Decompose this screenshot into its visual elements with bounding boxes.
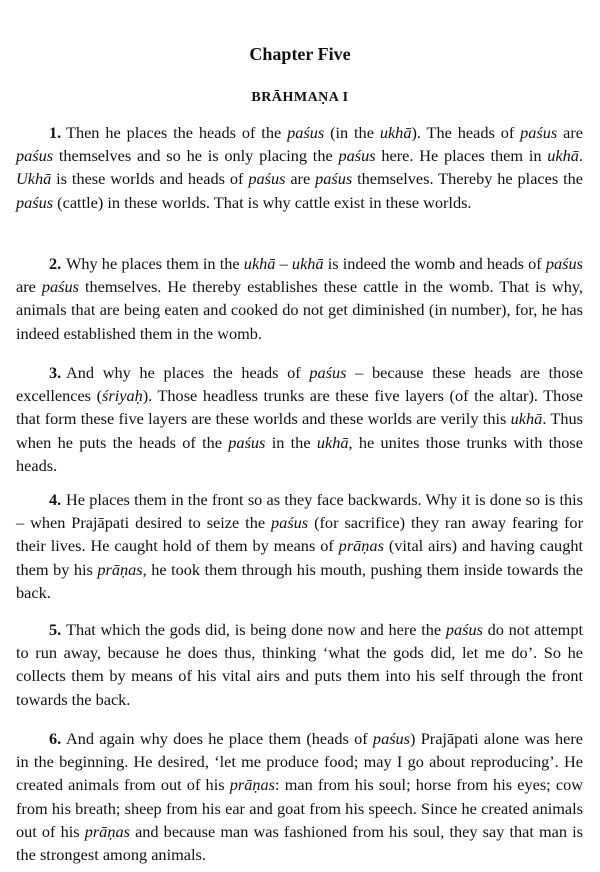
italic-term: śriyaḥ — [102, 386, 143, 406]
italic-term: paśus — [16, 192, 54, 212]
paragraph-3 — [16, 361, 583, 477]
italic-term: ukhā — [243, 254, 276, 273]
italic-term: prāṇas — [84, 821, 130, 841]
chapter-title: Chapter Five — [249, 44, 351, 64]
text-segment: ). The heads of — [411, 123, 521, 142]
text-segment: ) Prajāpati alone was here in the beginning. He desired, ‘let me produce food; may I go about reproducing’. He created animals from out of his — [16, 729, 583, 795]
text-segment: – because these heads are those excellences ( — [16, 363, 583, 406]
text-segment: themselves. He thereby establishes these cattle in the womb. That is why, animals that are being eaten and cooked do not get diminished (in number), for, he has indeed established them in the womb. — [16, 277, 583, 343]
text-segment: is indeed the womb and heads of — [323, 254, 546, 273]
italic-term: prāṇas — [97, 559, 143, 579]
text-segment: themselves. Thereby he places the — [352, 169, 584, 189]
italic-term: paśus — [228, 432, 266, 452]
text-segment: – — [275, 254, 292, 273]
text-segment: themselves and so he is only placing the — [53, 146, 339, 166]
italic-term: paśus — [545, 254, 583, 273]
text-segment: ). Those headless trunks are these five layers (of the altar). Those that form these five layers are these worlds and these worlds are verily this — [16, 386, 584, 429]
italic-term: paśus — [520, 123, 558, 142]
italic-term: paśus — [372, 729, 411, 748]
text-segment: He places them in the front so as they face backwards. Why it is done so is this – when Prajāpati desired to seize the — [16, 490, 583, 533]
text-segment: and because man was fashioned from his soul, they say that man is the strongest among animals. — [16, 821, 583, 865]
italic-term: paśus — [41, 277, 79, 297]
section-title: BRĀHMAṆA I — [251, 90, 349, 105]
text-segment: And again why does he place them (heads of — [66, 729, 373, 748]
text-segment: are — [285, 169, 316, 189]
paragraph-number: 2. — [49, 254, 62, 273]
italic-term: prāṇas — [229, 775, 275, 795]
paragraph-number: 1. — [49, 123, 62, 142]
text-segment: are — [557, 123, 584, 142]
text-segment: : man from his soul; horse from his eyes; cow from his breath; sheep from his ear and goat from his speech. Since he created animals out of his — [16, 775, 583, 841]
italic-term: ukhā — [379, 123, 412, 142]
italic-term: paśus — [445, 620, 483, 639]
paragraph-2 — [16, 252, 583, 345]
text-segment: . — [578, 146, 583, 166]
text-segment: in the — [265, 432, 317, 452]
paragraph-1 — [16, 121, 583, 214]
italic-term: prāṇas — [338, 536, 384, 556]
paragraph-6 — [16, 727, 583, 866]
italic-term: ukhā — [547, 146, 579, 166]
italic-term: paśus — [248, 169, 286, 189]
text-segment: (for sacrifice) they ran away fearing for their lives. He caught hold of them by means of — [16, 513, 583, 556]
text-segment: , he unites those trunks with those heads. — [16, 432, 583, 475]
text-segment: , he took them through his mouth, pushing them inside towards the back. — [16, 559, 584, 602]
text-segment: are — [16, 277, 42, 297]
italic-term: ukhā — [510, 409, 543, 429]
paragraph-number: 5. — [49, 620, 62, 639]
italic-term: paśus — [315, 169, 353, 189]
text-segment: And why he places the heads of — [66, 363, 310, 382]
italic-term: ukhā — [316, 432, 349, 452]
paragraph-number: 6. — [49, 729, 62, 748]
text-segment: do not attempt to run away, because he does thus, thinking ‘what the gods did, let me do’. So he collects them by means of his vital airs and puts them into his self through the front towards the back. — [16, 620, 584, 709]
text-segment: Then he places the heads of the — [66, 123, 288, 142]
paragraph-number: 4. — [49, 490, 62, 509]
paragraph-5 — [16, 618, 583, 711]
text-segment: (cattle) in these worlds. That is why cattle exist in these worlds. — [53, 192, 472, 212]
italic-term: paśus — [309, 363, 347, 382]
italic-term: paśus — [16, 146, 54, 166]
paragraph-number: 3. — [49, 363, 62, 382]
italic-term: Ukhā — [16, 169, 52, 189]
text-segment: That which the gods did, is being done now and here the — [66, 620, 446, 639]
italic-term: paśus — [287, 123, 325, 142]
paragraph-4 — [16, 488, 583, 604]
text-segment: is these worlds and heads of — [51, 169, 249, 189]
text-segment: Why he places them in the — [66, 254, 244, 273]
text-segment: (vital airs) and having caught them by his — [16, 536, 583, 579]
text-segment: (in the — [324, 123, 380, 142]
italic-term: ukhā — [291, 254, 324, 273]
italic-term: paśus — [338, 146, 376, 166]
text-segment: here. He places them in — [375, 146, 548, 166]
italic-term: paśus — [271, 513, 309, 533]
text-segment: . Thus when he puts the heads of the — [16, 409, 583, 452]
